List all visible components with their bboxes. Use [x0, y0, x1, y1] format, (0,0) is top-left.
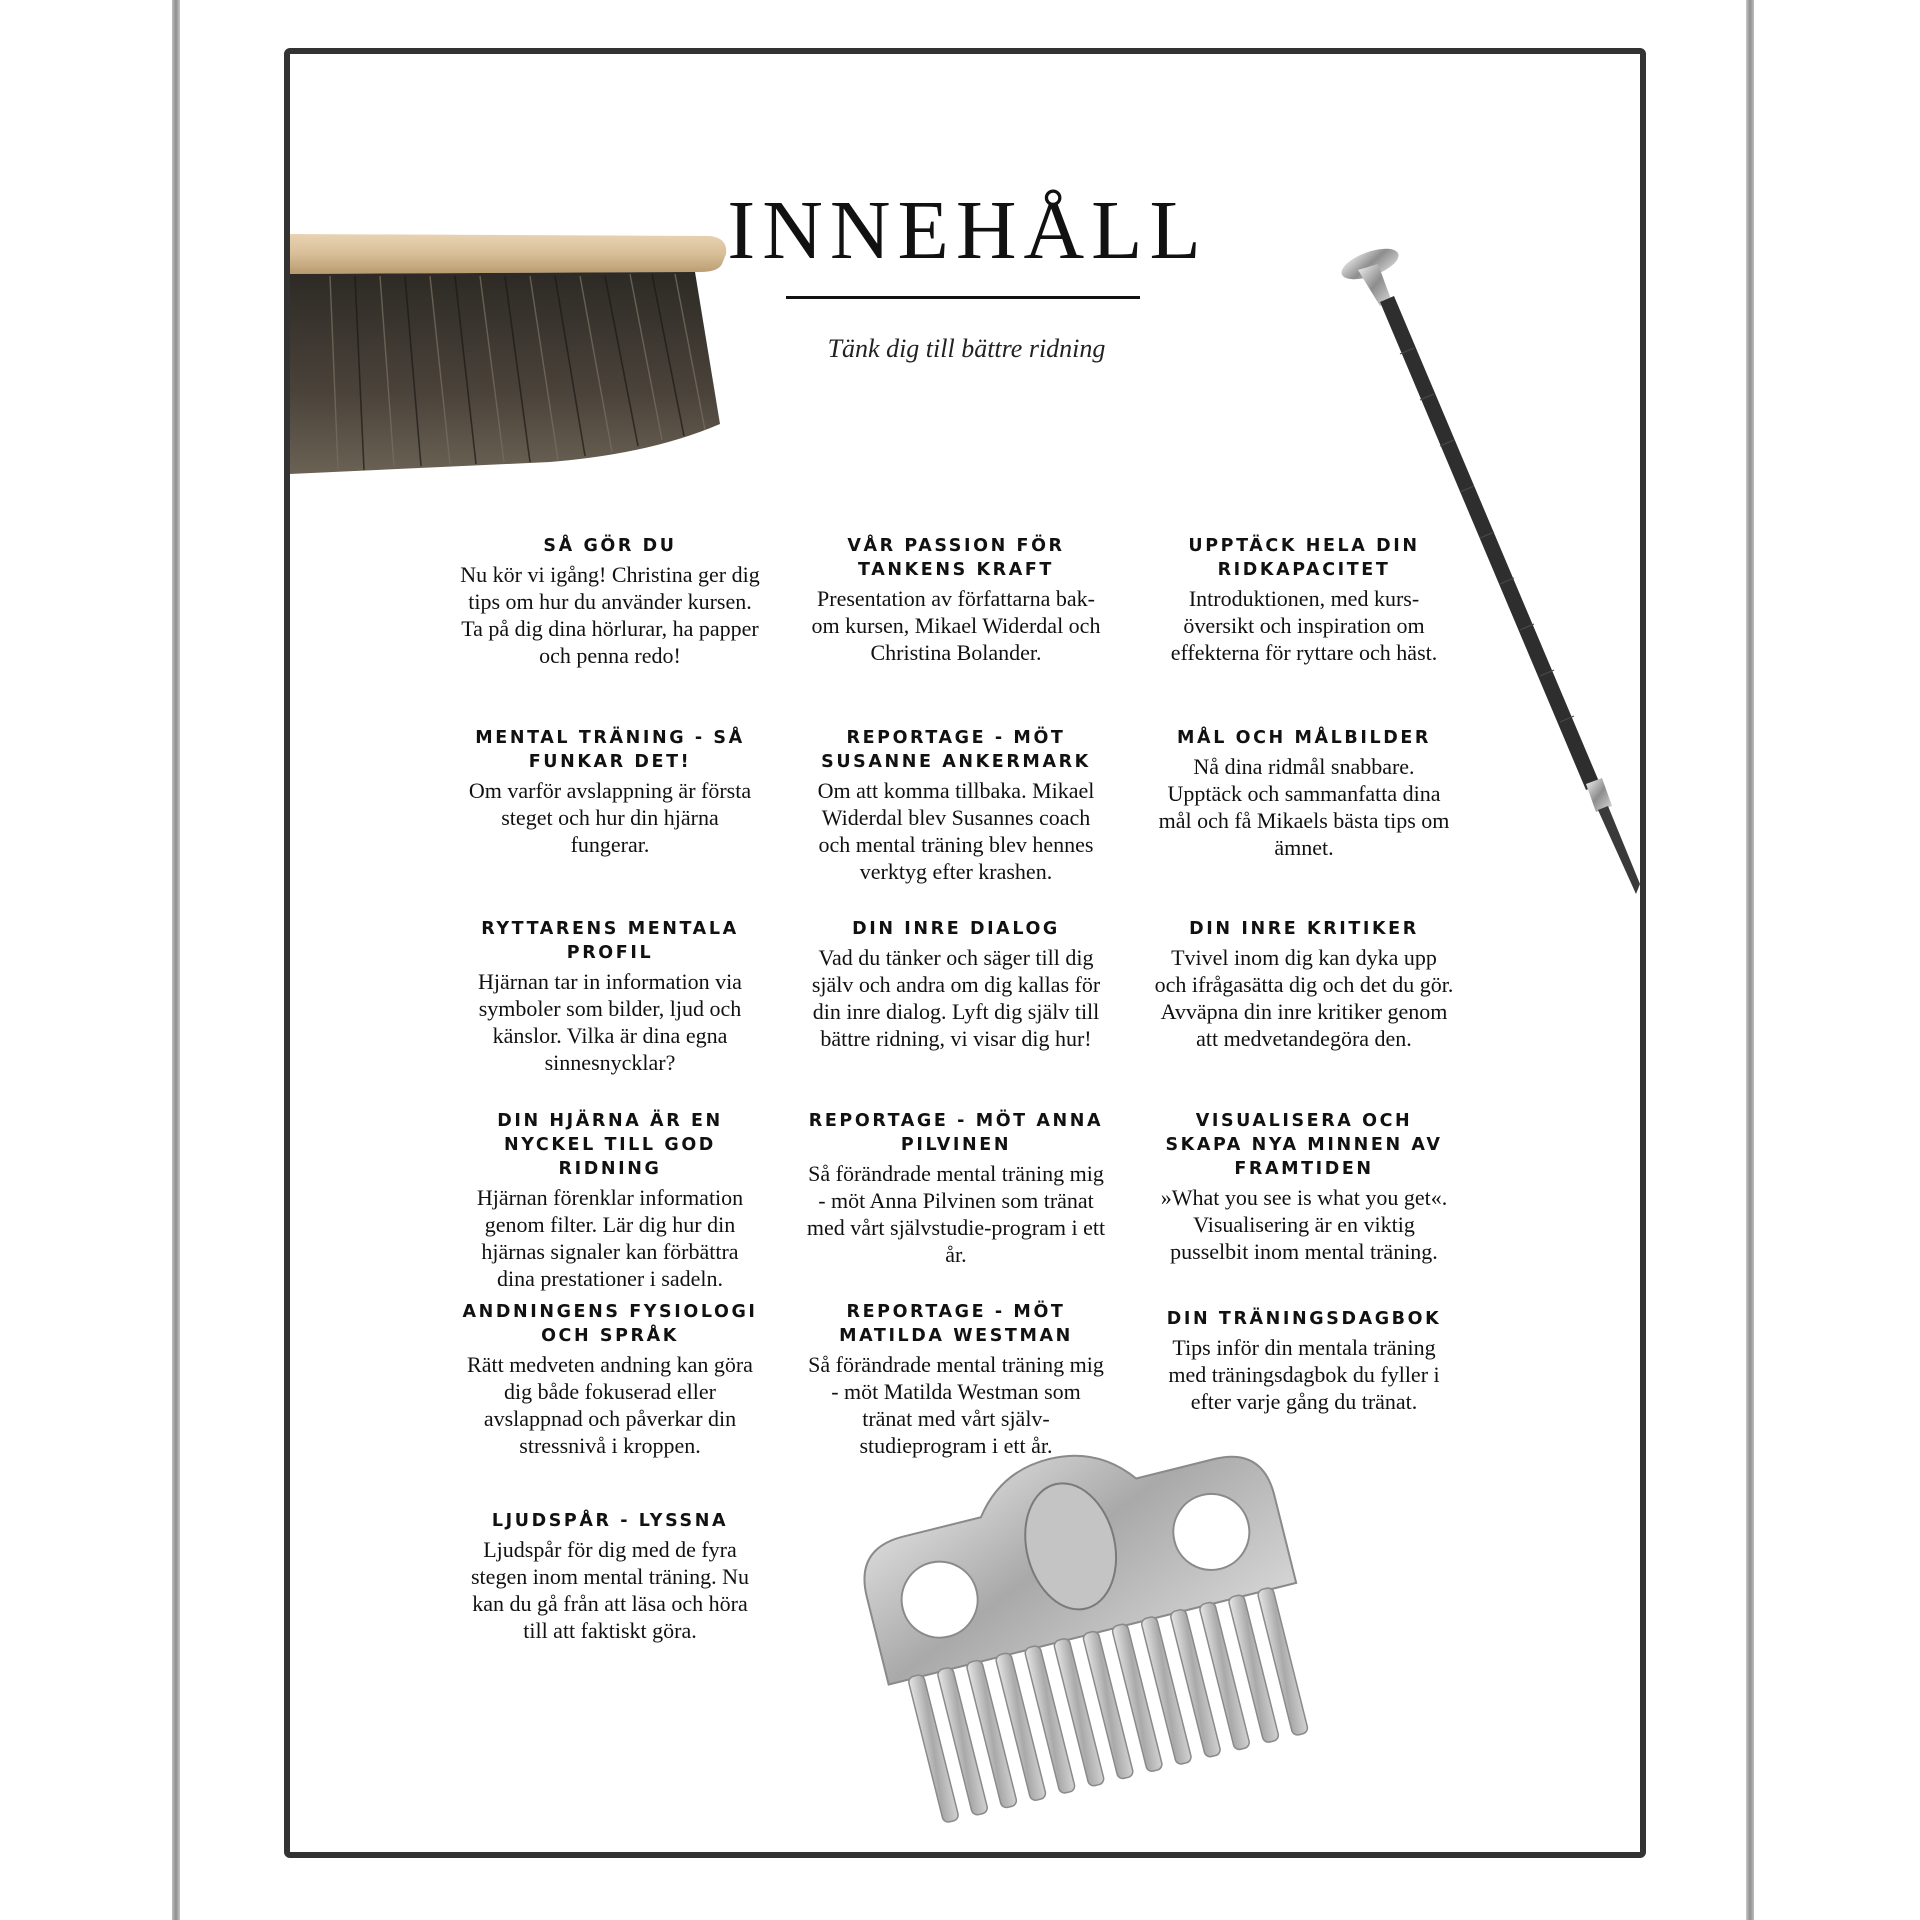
toc-entry [1154, 534, 1454, 666]
entry-description: Introduktionen, med kurs-översikt och inspiration om effekterna för ryttare och häst. [1170, 586, 1438, 665]
title-divider [786, 296, 1140, 299]
toc-entry [1154, 917, 1454, 1052]
entry-description: »What you see is what you get«. Visualisering är en viktig pusselbit inom mental träning. [1160, 1185, 1448, 1264]
entry-description: Om att komma tillbaka. Mikael Widerdal blev Susannes coach och mental träning blev hennes verktyg efter krashen. [817, 778, 1095, 884]
entry-description: Vad du tänker och säger till dig själv och andra om dig kallas för din inre dialog. Lyft dig själv till bättre ridning, vi visar dig hur! [811, 945, 1101, 1051]
mane-comb-image [810, 1394, 1370, 1854]
toc-entry [1154, 1307, 1454, 1415]
toc-entry [460, 1109, 760, 1292]
entry-heading: MENTAL TRÄNING - SÅ FUNKAR DET! [475, 728, 745, 772]
toc-entry [460, 917, 760, 1076]
entry-heading: DIN HJÄRNA ÄR EN NYCKEL TILL GOD RIDNING [497, 1111, 723, 1179]
toc-entry [460, 1300, 760, 1459]
toc-entry [806, 917, 1106, 1052]
entry-heading: ANDNINGENS FYSIOLOGI OCH SPRÅK [462, 1302, 758, 1346]
page-subtitle: Tänk dig till bättre ridning [827, 334, 1106, 363]
left-edge-line [172, 0, 180, 1920]
entry-description: Rätt medveten andning kan göra dig både fokuserad eller avslappnad och påverkar din stressnivå i kroppen. [467, 1352, 753, 1458]
toc-entry [1154, 726, 1454, 861]
entry-description: Hjärnan förenklar information genom filter. Lär dig hur din hjärnas signaler kan förbättra dina prestationer i sadeln. [476, 1185, 744, 1291]
entry-heading: REPORTAGE - MÖT ANNA PILVINEN [808, 1111, 1104, 1155]
entry-description: Så förändrade mental träning mig - möt Anna Pilvinen som tränat med vårt självstudie-program i ett år. [806, 1161, 1106, 1267]
toc-entry [460, 534, 760, 669]
entry-description: Så förändrade mental träning mig - möt Matilda Westman som tränat med vårt själv-studieprogram i ett år. [808, 1352, 1104, 1458]
entry-description: Ljudspår för dig med de fyra stegen inom mental träning. Nu kan du gå från att läsa och höra till att faktiskt göra. [471, 1537, 749, 1643]
entry-description: Tips inför din mentala träning med träningsdagbok du fyller i efter varje gång du tränat. [1168, 1335, 1440, 1414]
toc-entry [1154, 1109, 1454, 1265]
toc-entry [806, 726, 1106, 885]
entry-description: Tvivel inom dig kan dyka upp och ifrågasätta dig och det du gör. Avväpna din inre kritiker genom att medvetandegöra den. [1154, 945, 1454, 1051]
entry-heading: REPORTAGE - MÖT SUSANNE ANKERMARK [821, 728, 1091, 772]
page-frame [284, 48, 1646, 1858]
entry-description: Hjärnan tar in information via symboler som bilder, ljud och känslor. Vilka är dina egna sinnesnycklar? [478, 969, 742, 1075]
entry-description: Om varför avslappning är första steget och hur din hjärna fungerar. [468, 778, 752, 857]
entry-heading: DIN INRE KRITIKER [1189, 919, 1419, 939]
entry-heading: MÅL OCH MÅLBILDER [1177, 728, 1431, 748]
entry-heading: UPPTÄCK HELA DIN RIDKAPACITET [1188, 536, 1420, 580]
toc-entry [806, 534, 1106, 666]
entry-heading: DIN INRE DIALOG [852, 919, 1060, 939]
page-title: INNEHÅLL [727, 184, 1208, 277]
entry-heading: LJUDSPÅR - LYSSNA [491, 1511, 729, 1531]
right-edge-line [1746, 0, 1754, 1920]
entry-heading: VÅR PASSION FÖR TANKENS KRAFT [847, 536, 1065, 580]
entry-heading: VISUALISERA OCH SKAPA NYA MINNEN AV FRAMTIDEN [1165, 1111, 1443, 1179]
toc-entry [806, 1300, 1106, 1459]
entry-heading: DIN TRÄNINGSDAGBOK [1166, 1309, 1442, 1329]
toc-entry [460, 726, 760, 858]
toc-entry [806, 1109, 1106, 1268]
entry-description: Presentation av författarna bak-om kursen, Mikael Widerdal och Christina Bolander. [811, 586, 1101, 665]
entry-heading: REPORTAGE - MÖT MATILDA WESTMAN [839, 1302, 1073, 1346]
entry-heading: SÅ GÖR DU [543, 536, 677, 556]
entry-description: Nå dina ridmål snabbare. Upptäck och sammanfatta dina mål och få Mikaels bästa tips om ämnet. [1158, 754, 1450, 860]
entry-heading: RYTTARENS MENTALA PROFIL [481, 919, 739, 963]
toc-entry [460, 1509, 760, 1644]
entry-description: Nu kör vi igång! Christina ger dig tips om hur du använder kursen. Ta på dig dina hörlurar, ha papper och penna redo! [460, 562, 760, 668]
